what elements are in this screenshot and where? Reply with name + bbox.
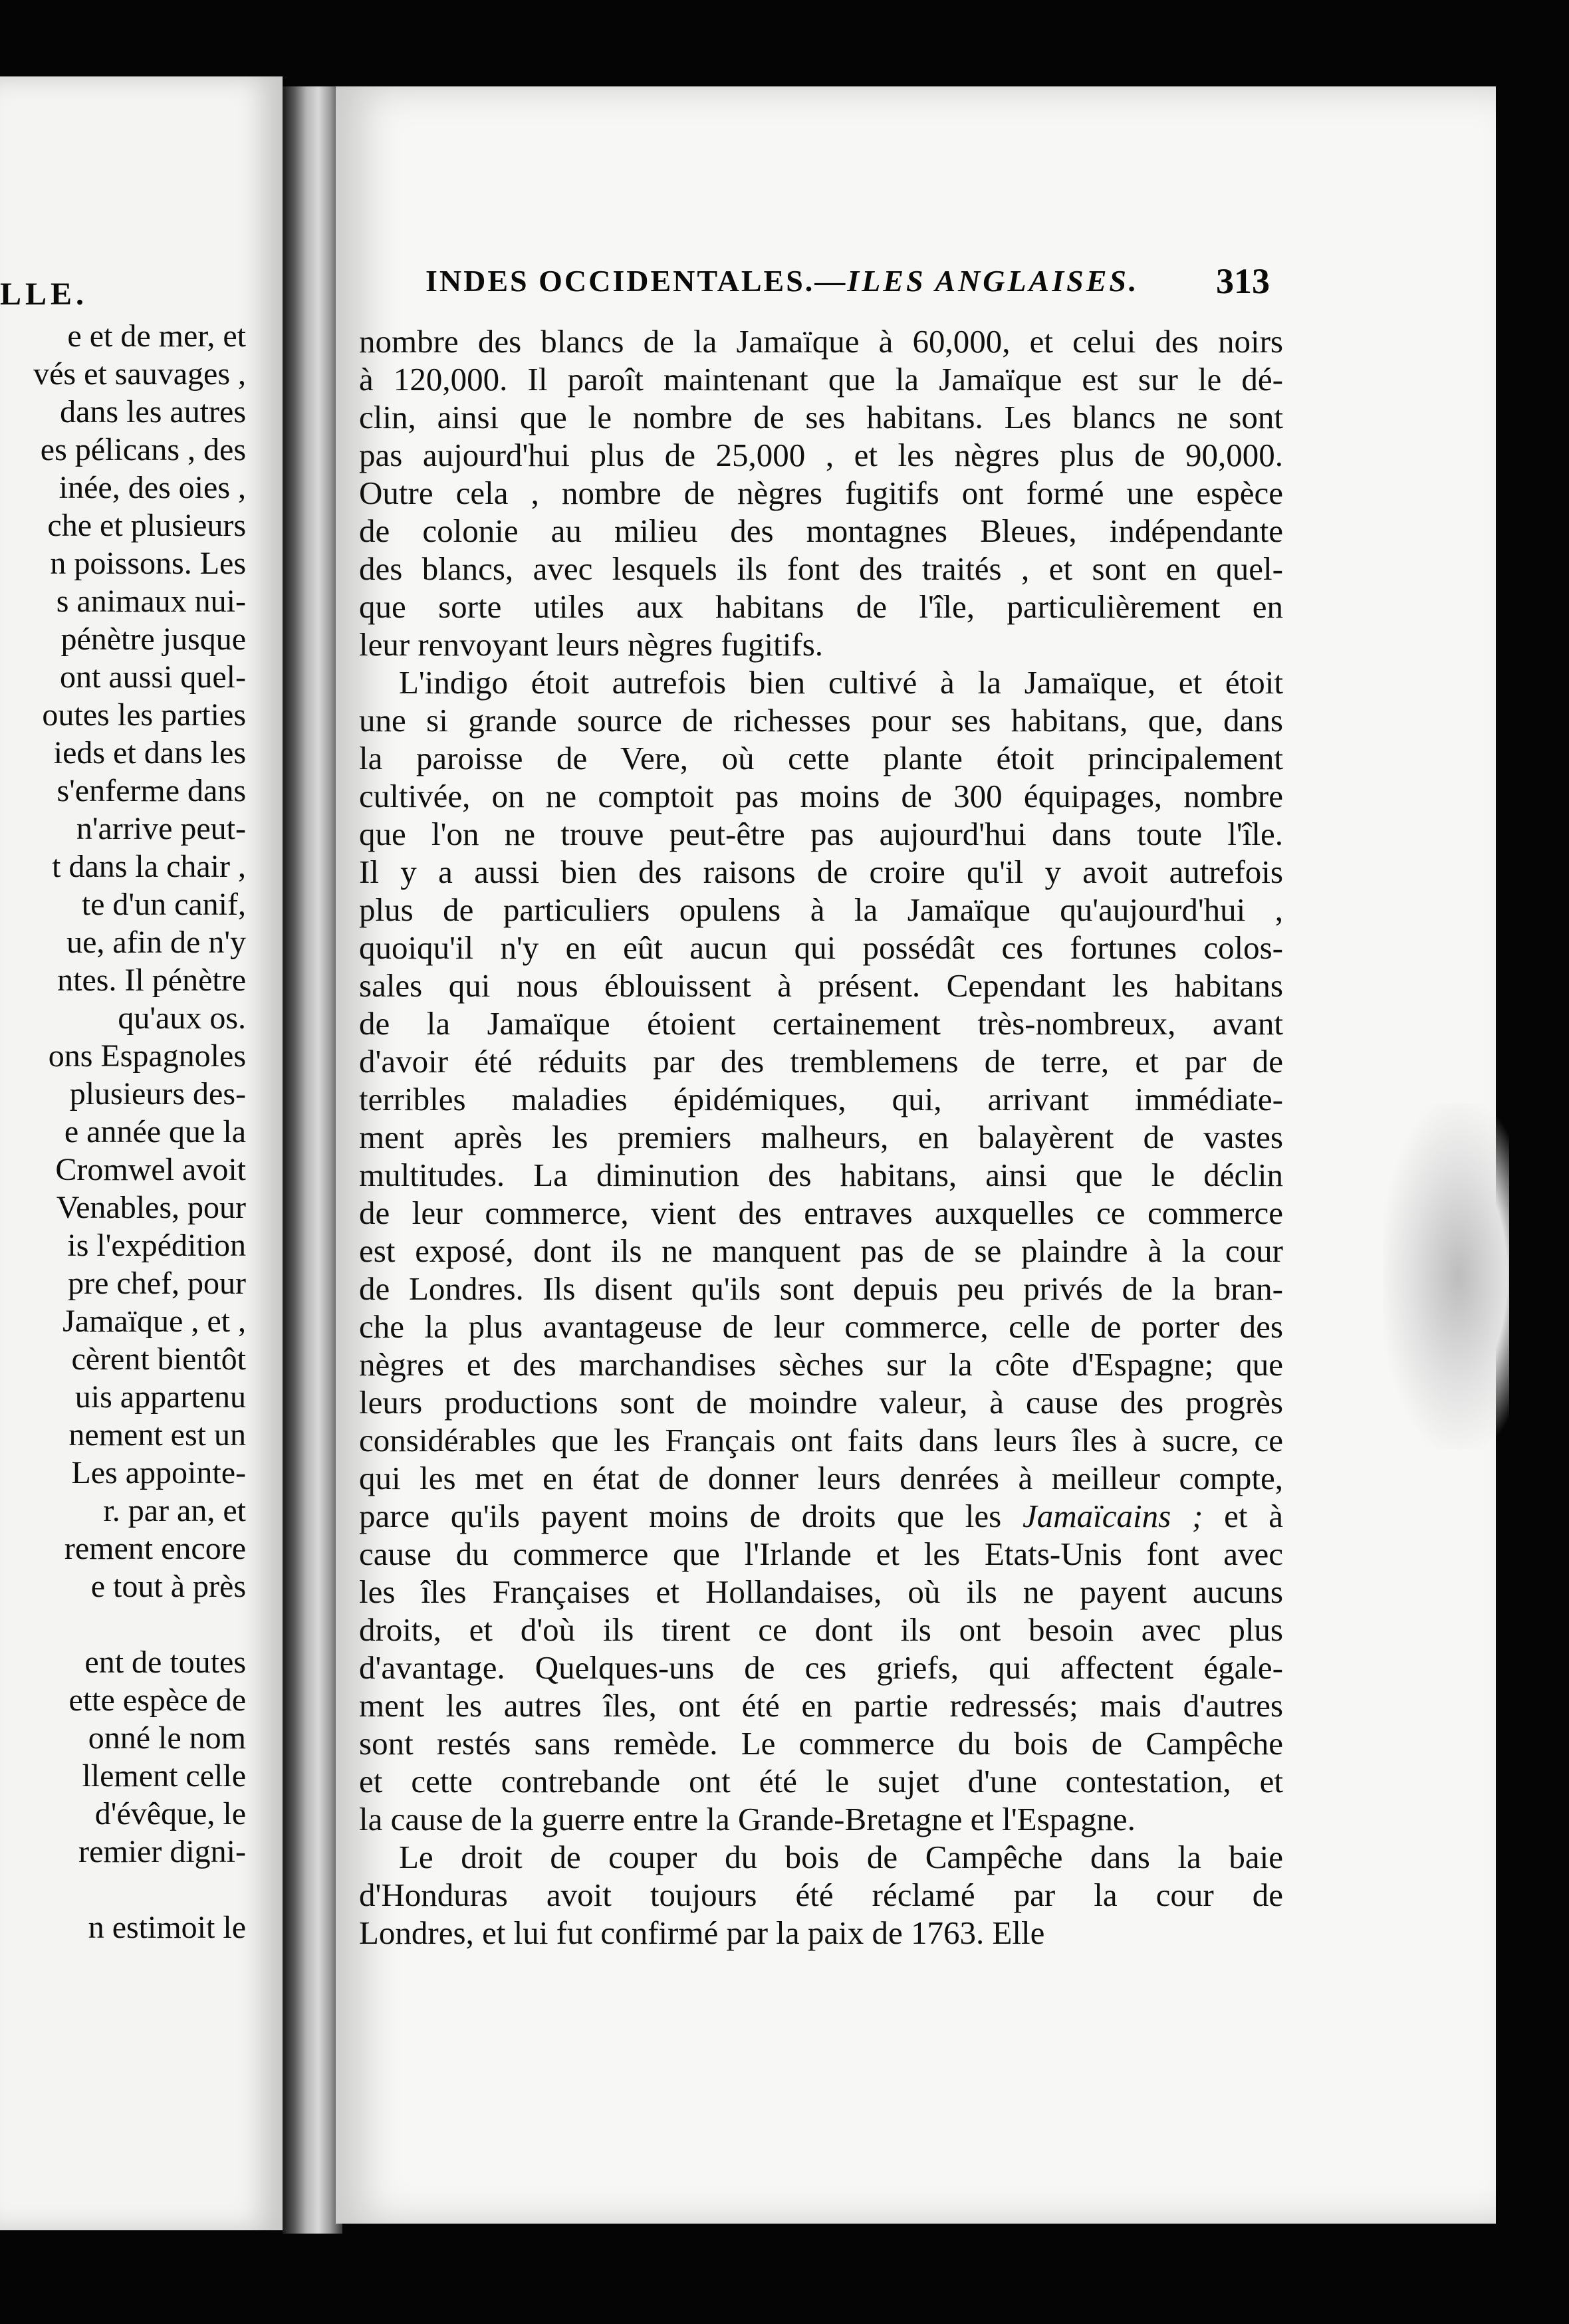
running-head: [425, 261, 1270, 301]
left-page-header: LLE.: [0, 277, 88, 312]
text-line: cause du commerce que l'Irlande et les Etats-Unis font avec: [359, 1536, 1283, 1572]
left-page-line: es pélicans , des: [40, 432, 246, 467]
text-line: Outre cela , nombre de nègres fugitifs ont formé une espèce: [359, 475, 1283, 511]
text-line: terribles maladies épidémiques, qui, arrivant immédiate-: [359, 1081, 1283, 1117]
body-text: [359, 322, 1283, 1952]
left-page-line: is l'expédition: [67, 1228, 246, 1263]
left-page-line: te d'un canif,: [81, 887, 246, 922]
text-line: Londres, et lui fut confirmé par la paix de 1763. Elle: [359, 1915, 1045, 1951]
left-page-line: uis appartenu: [74, 1379, 246, 1415]
left-page-line: qu'aux os.: [118, 1000, 246, 1036]
text-line: d'avantage. Quelques-uns de ces griefs, qui affectent égale-: [359, 1649, 1283, 1686]
text-line: une si grande source de richesses pour ses habitans, que, dans: [359, 702, 1283, 739]
text-line: droits, et d'où ils tirent ce dont ils ont besoin avec plus: [359, 1611, 1283, 1648]
text-line: [359, 1497, 1283, 1535]
text-line: de la Jamaïque étoient certainement très-nombreux, avant: [359, 1005, 1283, 1042]
left-page-line: outes les parties: [42, 697, 246, 733]
left-page-line: [0, 1605, 283, 1643]
left-page-line: vés et sauvages ,: [33, 356, 246, 392]
text-line: que l'on ne trouve peut-être pas aujourd'hui dans toute l'île.: [359, 816, 1283, 852]
text-line: plus de particuliers opulens à la Jamaïque qu'aujourd'hui ,: [359, 891, 1283, 928]
left-page-line: rement encore: [64, 1531, 246, 1566]
text-line: nombre des blancs de la Jamaïque à 60,000, et celui des noirs: [359, 323, 1283, 360]
left-page-line: t dans la chair ,: [52, 849, 246, 884]
text-line: de leur commerce, vient des entraves auxquelles ce commerce: [359, 1195, 1283, 1231]
text-line: che la plus avantageuse de leur commerce, celle de porter des: [359, 1308, 1283, 1345]
text-line: de colonie au milieu des montagnes Bleues, indépendante: [359, 513, 1283, 549]
text-line: est exposé, dont ils ne manquent pas de se plaindre à la cour: [359, 1232, 1283, 1269]
text-line-start: parce qu'ils payent moins de droits que les: [359, 1498, 1002, 1534]
running-head-section: INDES OCCIDENTALES.—: [425, 264, 848, 298]
left-page-line: n estimoit le: [88, 1910, 246, 1945]
text-line: les îles Françaises et Hollandaises, où ils ne payent aucuns: [359, 1573, 1283, 1610]
left-page-line: ont aussi quel-: [60, 659, 246, 695]
text-line-end: et à: [1224, 1498, 1283, 1534]
left-page-line: e année que la: [64, 1114, 246, 1149]
left-page-line: cèrent bientôt: [71, 1341, 246, 1377]
left-page-line: s animaux nui-: [56, 584, 246, 619]
text-line: ment après les premiers malheurs, en balayèrent de vastes: [359, 1119, 1283, 1155]
left-page-line: n'arrive peut-: [76, 811, 246, 846]
text-line: ment les autres îles, ont été en partie redressés; mais d'autres: [359, 1687, 1283, 1724]
text-line: la cause de la guerre entre la Grande-Bretagne et l'Espagne.: [359, 1801, 1136, 1837]
left-page-line: inée, des oies ,: [59, 470, 246, 505]
left-page-line: ette espèce de: [68, 1683, 246, 1718]
text-line: pas aujourd'hui plus de 25,000 , et les nègres plus de 90,000.: [359, 437, 1283, 473]
text-line: L'indigo étoit autrefois bien cultivé à la Jamaïque, et étoit: [399, 664, 1283, 701]
text-line: leur renvoyant leurs nègres fugitifs.: [359, 626, 824, 663]
text-line: leurs productions sont de moindre valeur, à cause des progrès: [359, 1384, 1283, 1421]
text-line: à 120,000. Il paroît maintenant que la Jamaïque est sur le dé-: [359, 361, 1283, 398]
left-page-line: ntes. Il pénètre: [57, 963, 246, 998]
text-line: d'Honduras avoit toujours été réclamé par la cour de: [359, 1877, 1283, 1913]
left-page-line: nement est un: [68, 1417, 246, 1452]
text-line: considérables que les Français ont faits dans leurs îles à sucre, ce: [359, 1422, 1283, 1458]
left-page-line: che et plusieurs: [47, 508, 246, 543]
text-line: clin, ainsi que le nombre de ses habitans. Les blancs ne sont: [359, 399, 1283, 435]
text-line: multitudes. La diminution des habitans, ainsi que le déclin: [359, 1157, 1283, 1193]
left-page-line: e tout à près: [90, 1569, 246, 1604]
text-line: Il y a aussi bien des raisons de croire qu'il y avoit autrefois: [359, 854, 1283, 890]
left-page-line: dans les autres: [60, 394, 246, 429]
left-page-line: d'évêque, le: [94, 1796, 246, 1831]
text-line: Le droit de couper du bois de Campêche dans la baie: [399, 1839, 1283, 1875]
left-page-line: n poissons. Les: [50, 546, 246, 581]
text-line: cultivée, on ne comptoit pas moins de 300 équipages, nombre: [359, 778, 1283, 814]
left-page: [0, 76, 283, 2230]
left-page-line: onné le nom: [88, 1720, 246, 1756]
left-page-line: remier digni-: [78, 1834, 246, 1869]
text-line: que sorte utiles aux habitans de l'île, particulièrement en: [359, 588, 1283, 625]
left-page-line: pénètre jusque: [60, 622, 246, 657]
running-head-subsection: ILES ANGLAISES.: [847, 264, 1140, 298]
left-page-line: Jamaïque , et ,: [62, 1304, 246, 1339]
page-number: 313: [1216, 261, 1270, 301]
left-page-text: [0, 317, 283, 1946]
left-page-line: s'enferme dans: [57, 773, 246, 808]
text-line: la paroisse de Vere, où cette plante étoit principalement: [359, 740, 1283, 776]
left-page-line: Venables, pour: [56, 1190, 246, 1225]
italic-word: Jamaïcains ;: [1023, 1498, 1203, 1534]
text-line: de Londres. Ils disent qu'ils sont depuis peu privés de la bran-: [359, 1270, 1283, 1307]
text-line: d'avoir été réduits par des tremblemens de terre, et par de: [359, 1043, 1283, 1080]
left-page-line: ue, afin de n'y: [66, 925, 246, 960]
page-stain: [1383, 1104, 1509, 1449]
left-page-line: Les appointe-: [71, 1455, 246, 1490]
text-line: nègres et des marchandises sèches sur la côte d'Espagne; que: [359, 1346, 1283, 1383]
text-line: et cette contrebande ont été le sujet d'une contestation, et: [359, 1763, 1283, 1800]
text-line: quoiqu'il n'y en eût aucun qui possédât ces fortunes colos-: [359, 929, 1283, 966]
text-line: des blancs, avec lesquels ils font des traités , et sont en quel-: [359, 550, 1283, 587]
text-line: sont restés sans remède. Le commerce du bois de Campêche: [359, 1725, 1283, 1762]
left-page-line: pre chef, pour: [68, 1266, 246, 1301]
left-page-line: r. par an, et: [103, 1493, 246, 1528]
text-line: sales qui nous éblouissent à présent. Cependant les habitans: [359, 967, 1283, 1004]
left-page-line: [0, 1871, 283, 1909]
left-page-line: Cromwel avoit: [55, 1152, 246, 1187]
left-page-line: ent de toutes: [84, 1645, 246, 1680]
left-page-line: e et de mer, et: [67, 318, 246, 354]
left-page-line: llement celle: [82, 1758, 246, 1794]
book-gutter: [283, 86, 342, 2234]
left-page-line: ons Espagnoles: [48, 1038, 246, 1074]
left-page-line: ieds et dans les: [53, 735, 246, 770]
left-page-line: plusieurs des-: [69, 1076, 246, 1111]
text-line: qui les met en état de donner leurs denrées à meilleur compte,: [359, 1460, 1283, 1496]
